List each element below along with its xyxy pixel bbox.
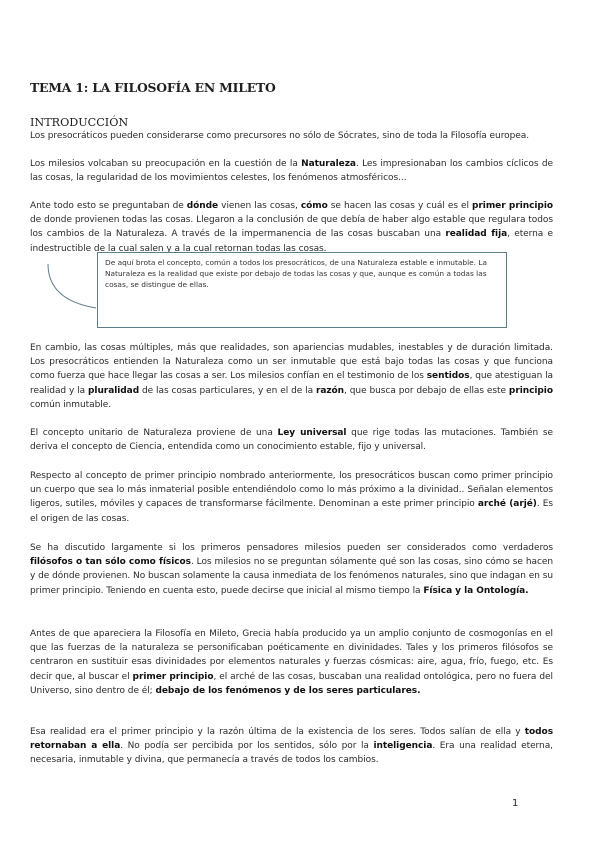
paragraph-8: Antes de que apareciera la Filosofía en Mileto, Grecia había producido ya un amplio conjunto de cosmogonías en el que las fuerzas de la naturaleza se personificaban poéticamente en divinidades. Tales y los primeros filósofos se centraron en sustituir esas divinidades por elementos naturales y fuerzas cósmicas: aire, agua, frío, fuego, etc. Es decir que, al buscar el primer principio, el arché de las cosas, buscaban una realidad ontológica, pero no fuera del Universo, sino dentro de él; debajo de los fenómenos y de los seres particulares. xyxy=(30,629,553,696)
callout-connector-line xyxy=(40,262,100,312)
paragraph-2: Los milesios volcaban su preocupación en la cuestión de la Naturaleza. Les impresionaban los cambios cíclicos de las cosas, la regularidad de los movimientos celestes, los fenómenos atmosféricos... xyxy=(30,159,553,184)
paragraph-5: El concepto unitario de Naturaleza proviene de una Ley universal que rige todas las mutaciones. También se deriva el concepto de Ciencia, entendida como un conocimiento estable, fijo y universal. xyxy=(30,428,553,453)
paragraph-1: Los presocráticos pueden considerarse como precursores no sólo de Sócrates, sino de toda la Filosofía europea. xyxy=(30,131,530,141)
paragraph-4: En cambio, las cosas múltiples, más que realidades, son apariencias mudables, inestables y de duración limitada. Los presocráticos entienden la Naturaleza como un ser inmutable que está bajo todas las cosas y que funciona como fuerza que hace llegar las cosas a ser. Los milesios confían en el testimonio de los sentidos, que atestiguan la realidad y la pluralidad de las cosas particulares, y en el de la razón, que busca por debajo de ellas este principio común inmutable. xyxy=(30,343,553,410)
callout-text: De aquí brota el concepto, común a todos los presocráticos, de una Naturaleza estable e inmutable. La Naturaleza es la realidad que existe por debajo de todas las cosas y que, aunque es común a todas las cosas, se distingue de ellas. xyxy=(105,258,488,289)
page-number: 1 xyxy=(512,798,519,809)
paragraph-9: Esa realidad era el primer principio y la razón última de la existencia de los seres. Todos salían de ella y todos retornaban a ella. No podía ser percibida por los sentidos, sólo por la inteligencia. Era una realidad eterna, necesaria, inmutable y divina, que permanecía a través de todos los cambios. xyxy=(30,727,553,766)
paragraph-7: Se ha discutido largamente si los primeros pensadores milesios pueden ser considerados como verdaderos filósofos o tan sólo como físicos. Los milesios no se preguntan sólamente qué son las cosas, sino cómo se hacen y de dónde provienen. No buscan solamente la causa inmediata de los fenómenos naturales, sino que indagan en su primer principio. Teniendo en cuenta esto, puede decirse que inicial al mismo tiempo la Física y la Ontología. xyxy=(30,543,553,596)
section-heading: INTRODUCCIÓN xyxy=(30,116,129,129)
page-title: TEMA 1: LA FILOSOFÍA EN MILETO xyxy=(30,80,276,95)
paragraph-6: Respecto al concepto de primer principio nombrado anteriormente, los presocráticos buscan como primer principio un cuerpo que sea lo más inmaterial posible entendiéndolo como lo más próximo a la divinidad.. Señalan elementos ligeros, sutiles, móviles y capaces de transformarse fácilmente. Denominan a este primer principio arché (arjé). Es el origen de las cosas. xyxy=(30,471,553,524)
callout-box xyxy=(97,252,507,328)
paragraph-3: Ante todo esto se preguntaban de dónde vienen las cosas, cómo se hacen las cosas y cuál es el primer principio de donde provienen todas las cosas. Llegaron a la conclusión de que debía de haber algo estable que regulara todos los cambios de la Naturaleza. A través de la impermanencia de las cosas buscaban una realidad fija, eterna e indestructible de la cual salen y a la cual retornan todas las cosas. xyxy=(30,201,554,254)
